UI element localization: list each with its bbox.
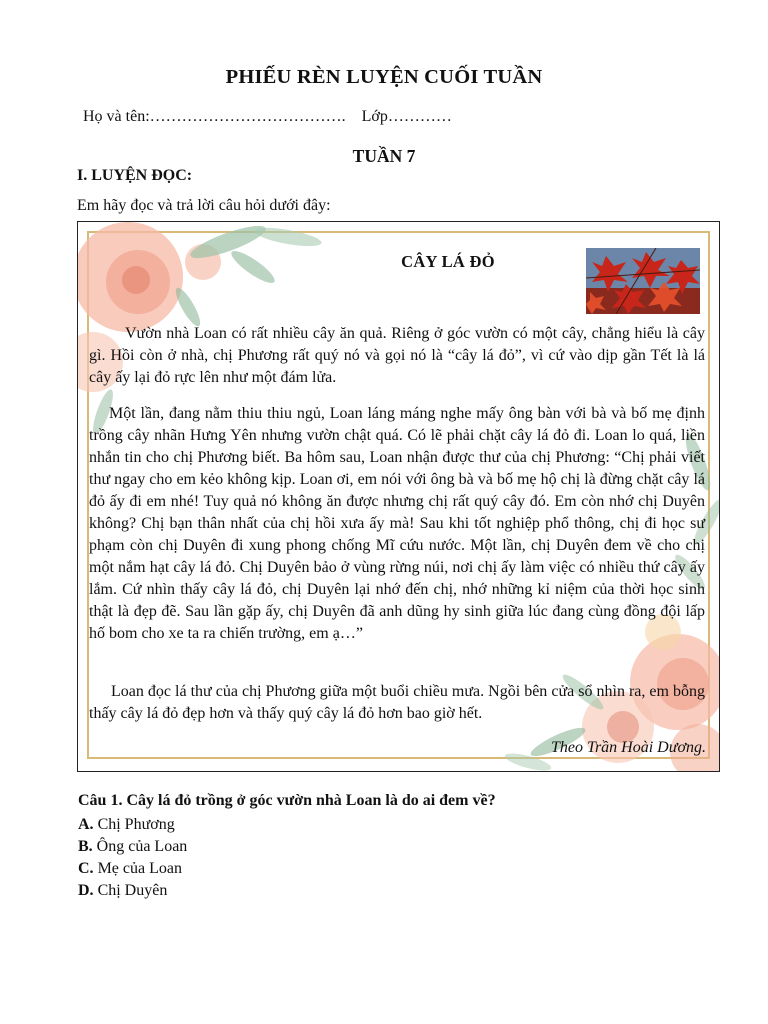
red-maple-leaves-image	[586, 248, 700, 314]
option-letter: B.	[78, 838, 93, 855]
option-letter: A.	[78, 816, 94, 833]
section-heading: I. LUYỆN ĐỌC:	[77, 167, 193, 184]
answer-option-d	[78, 880, 187, 902]
option-letter: C.	[78, 860, 94, 877]
answer-options	[78, 814, 187, 902]
week-label: TUẦN 7	[352, 146, 416, 166]
story-paragraph: Vườn nhà Loan có rất nhiều cây ăn quả. Riêng ở góc vườn có một cây, chẳng hiểu là cây gì. Hồi còn ở nhà, chị Phương rất quý nó và gọi nó là “cây lá đỏ”, vì cứ vào dịp gần Tết là lá cây ấy lại đỏ rực lên như một đám lửa.	[89, 325, 705, 386]
option-letter: D.	[78, 882, 94, 899]
reading-instruction: Em hãy đọc và trả lời câu hỏi dưới đây:	[77, 197, 331, 214]
answer-option-a	[78, 814, 187, 836]
answer-option-b	[78, 836, 187, 858]
option-text: Mẹ của Loan	[93, 860, 182, 877]
answer-option-c	[78, 858, 187, 880]
question-1: Câu 1. Cây lá đỏ trồng ở góc vườn nhà Loan là do ai đem về?	[78, 792, 496, 809]
story-paragraph: Loan đọc lá thư của chị Phương giữa một buổi chiều mưa. Ngồi bên cửa sổ nhìn ra, em bỗng thấy cây lá đỏ đẹp hơn và thấy quý cây lá đỏ hơn bao giờ hết.	[89, 683, 705, 722]
story-source: Theo Trần Hoài Dương.	[550, 739, 706, 756]
story-paragraph: Một lần, đang nằm thiu thiu ngủ, Loan láng máng nghe mấy ông bàn với bà và bố mẹ định trồng cây nhãn Hưng Yên nhưng vườn chật quá. Có lẽ phải chặt cây lá đỏ đi. Loan lo quá, liền nhắn tin cho chị Phương biết. Ba hôm sau, Loan nhận được thư của chị Phương: “Chị phải viết thư ngay cho em kẻo không kịp. Loan ơi, em nói với ông bà và bố mẹ hộ chị là đừng chặt cây lá đỏ ấy đi em nhé! Tuy quả nó không ăn được nhưng chị rất quý cây đó. Em còn nhớ chị Duyên không? Chị bạn thân nhất của chị hồi xưa ấy mà! Sau khi tốt nghiệp phổ thông, chị đi học sư phạm còn chị Duyên đi xung phong chống Mĩ cứu nước. Một lần, chị Duyên đem về cho chị một nắm hạt cây lá đỏ. Chị Duyên bảo ở vùng rừng núi, nơi chị ấy làm việc có nhiều thứ cây ấy lắm. Cứ nhìn thấy cây lá đỏ, chị Duyên lại nhớ đến chị, nhớ những kỉ niệm của thời học sinh thật là đẹp đẽ. Sau lần gặp ấy, chị Duyên đã anh dũng hy sinh giữa lúc đang cùng đồng đội lấp hố bom cho xe ta ra chiến trường, em ạ…”	[89, 405, 705, 642]
worksheet-title: PHIẾU RÈN LUYỆN CUỐI TUẦN	[225, 66, 543, 88]
option-text: Chị Phương	[93, 816, 175, 833]
name-class-line: Họ và tên:………………………………. Lớp…………	[83, 108, 452, 125]
story-frame	[77, 221, 720, 772]
story-title: CÂY LÁ ĐỎ	[401, 252, 495, 271]
option-text: Chị Duyên	[93, 882, 168, 899]
option-text: Ông của Loan	[92, 838, 188, 855]
